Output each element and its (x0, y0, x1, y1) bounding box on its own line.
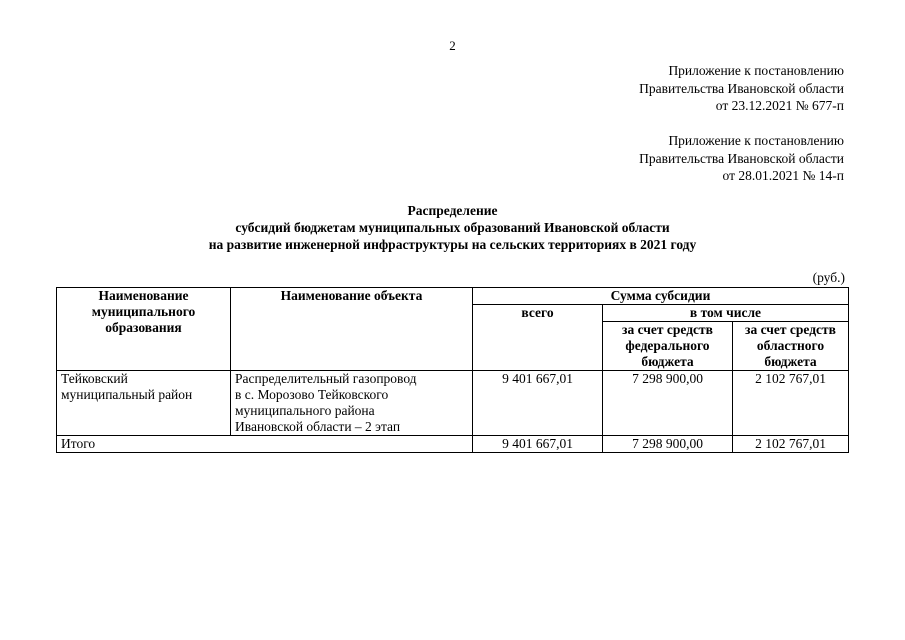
title-line: на развитие инженерной инфраструктуры на сельских территориях в 2021 году (208, 237, 697, 252)
header-subsidy-sum: Сумма субсидии (473, 288, 849, 305)
cell-federal: 7 298 900,00 (603, 371, 733, 436)
footer-label: Итого (57, 436, 473, 453)
appendix-line: Приложение к постановлению (668, 133, 844, 148)
units-label: (руб.) (812, 270, 845, 285)
header-object: Наименование объекта (231, 288, 473, 371)
appendix-line: от 28.01.2021 № 14-п (722, 168, 844, 183)
document-title (0, 202, 905, 253)
table-header-row (57, 288, 849, 305)
footer-total: 9 401 667,01 (473, 436, 603, 453)
subsidy-table (56, 287, 849, 453)
header-total: всего (473, 305, 603, 371)
footer-federal: 7 298 900,00 (603, 436, 733, 453)
appendix-line: Приложение к постановлению (668, 63, 844, 78)
cell-municipality: Тейковский муниципальный район (57, 371, 231, 436)
cell-object: Распределительный газопровод в с. Морозово Тейковского муниципального района Ивановской области – 2 этап (231, 371, 473, 436)
header-federal: за счет средств федерального бюджета (603, 322, 733, 371)
title-line: Распределение (407, 203, 498, 218)
header-municipality: Наименование муниципального образования (57, 288, 231, 371)
appendix-line: от 23.12.2021 № 677-п (715, 98, 844, 113)
title-line: субсидий бюджетам муниципальных образований Ивановской области (235, 220, 670, 235)
footer-regional: 2 102 767,01 (733, 436, 849, 453)
header-regional: за счет средств областного бюджета (733, 322, 849, 371)
header-including: в том числе (603, 305, 849, 322)
table-footer-row (57, 436, 849, 453)
appendix-line: Правительства Ивановской области (639, 80, 844, 96)
appendix-line: Правительства Ивановской области (639, 150, 844, 166)
appendix-block-current (639, 62, 844, 115)
appendix-block-original (639, 132, 844, 185)
table-row (57, 371, 849, 436)
cell-regional: 2 102 767,01 (733, 371, 849, 436)
page-number: 2 (449, 38, 456, 53)
cell-total: 9 401 667,01 (473, 371, 603, 436)
